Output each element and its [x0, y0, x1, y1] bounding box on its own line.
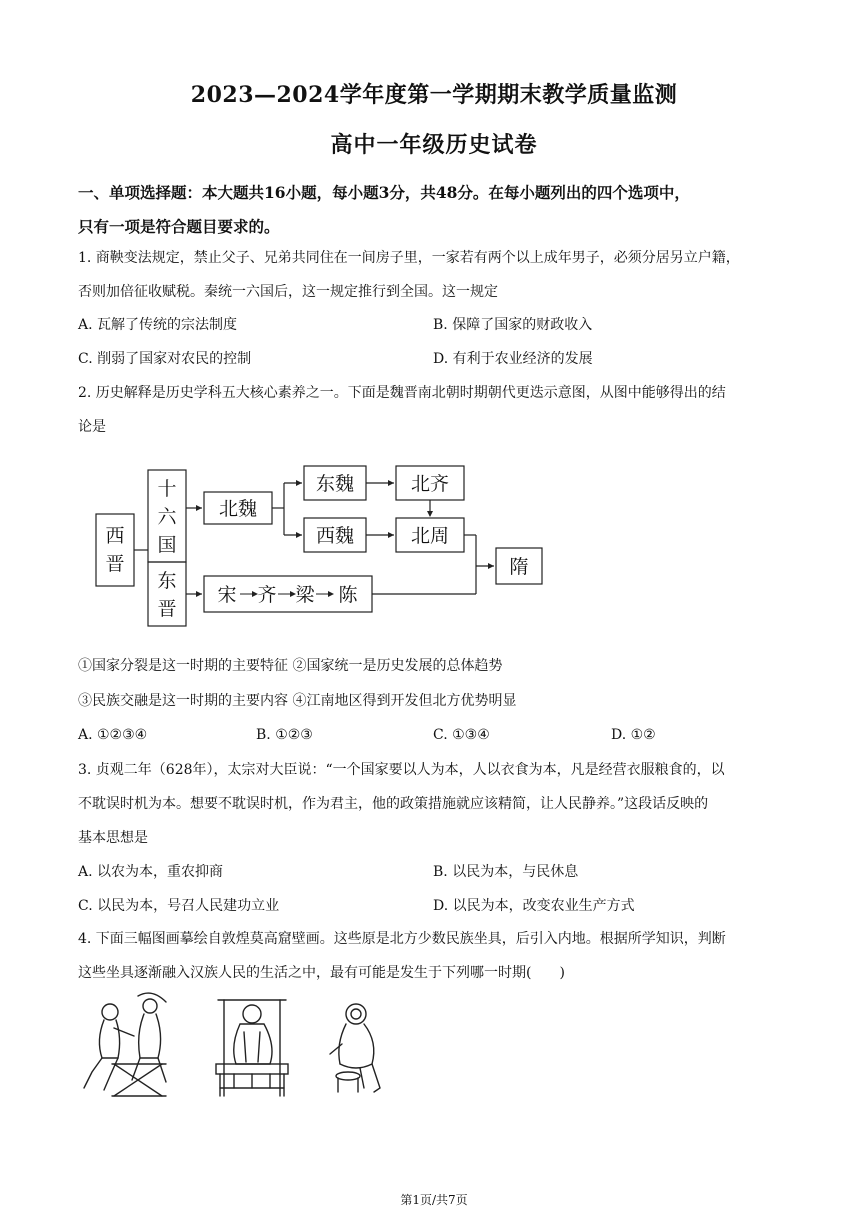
question-3-stem: [78, 753, 794, 855]
page-footer: 第1页/共7页: [400, 1193, 468, 1207]
question-2-line1: 2. 历史解释是历史学科五大核心素养之一。下面是魏晋南北朝时期朝代更迭示意图，从图中能够得出的结: [78, 385, 726, 401]
question-4-line2: 这些坐具逐渐融入汉族人民的生活之中，最有可能是发生于下列哪一时期( ): [78, 965, 565, 981]
label-qi: 齐: [257, 584, 277, 606]
section-heading-line2: 只有一项是符合题目要求的。: [78, 217, 280, 236]
question-2-option-b[interactable]: B. ①②③: [256, 727, 313, 743]
label-xiwei: 西魏: [315, 525, 355, 547]
question-1-option-c[interactable]: C. 削弱了国家对农民的控制: [78, 351, 252, 367]
exam-subtitle: 高中一年级历史试卷: [330, 132, 538, 158]
mural-figure-folding-stool: [84, 993, 166, 1096]
question-4-stem: [78, 922, 794, 990]
label-shiliuguo-1: 十: [157, 478, 177, 500]
mural-figure-round-stool: [330, 1004, 380, 1092]
label-beiwei: 北魏: [218, 498, 258, 520]
label-shiliuguo-2: 六: [157, 506, 177, 528]
question-3-line1: 3. 贞观二年（628年），太宗对大臣说：“一个国家要以人为本，人以衣食为本，凡是经营衣服粮食的，以: [78, 762, 725, 778]
question-2-option-a[interactable]: A. ①②③④: [78, 727, 148, 743]
label-beizhou: 北周: [410, 525, 450, 547]
mural-illustrations: [74, 992, 394, 1102]
label-liang: 梁: [295, 584, 315, 606]
question-1-option-d[interactable]: D. 有利于农业经济的发展: [433, 351, 593, 367]
section-heading: [78, 176, 798, 244]
label-dongjin-2: 晋: [157, 598, 177, 620]
question-2-option-d[interactable]: D. ①②: [611, 727, 656, 743]
question-1-line1: 1. 商鞅变法规定，禁止父子、兄弟共同住在一间房子里，一家若有两个以上成年男子，必须分居另立户籍，: [78, 250, 740, 266]
question-3-option-a[interactable]: A. 以农为本，重农抑商: [78, 864, 224, 880]
question-1-stem: [78, 241, 794, 309]
question-3-option-b[interactable]: B. 以民为本，与民休息: [433, 864, 579, 880]
label-shiliuguo-3: 国: [157, 534, 177, 556]
label-chen: 陈: [338, 584, 358, 606]
label-beiqi: 北齐: [410, 473, 450, 495]
question-1-option-a[interactable]: A. 瓦解了传统的宗法制度: [78, 317, 238, 333]
label-dongwei: 东魏: [315, 473, 355, 495]
mural-figure-chair: [216, 1000, 288, 1096]
label-sui: 隋: [509, 556, 529, 578]
question-2-statement-1: ①国家分裂是这一时期的主要特征 ②国家统一是历史发展的总体趋势: [78, 658, 503, 674]
label-song: 宋: [217, 584, 237, 606]
exam-title: 2023—2024学年度第一学期期末教学质量监测: [190, 82, 678, 108]
question-2-statement-2: ③民族交融是这一时期的主要内容 ④江南地区得到开发但北方优势明显: [78, 693, 517, 709]
dynasty-diagram: [90, 462, 550, 632]
question-1-option-b[interactable]: B. 保障了国家的财政收入: [433, 317, 593, 333]
question-2-line2: 论是: [78, 419, 106, 435]
question-3-option-c[interactable]: C. 以民为本，号召人民建功立业: [78, 898, 280, 914]
question-3-line3: 基本思想是: [78, 830, 148, 846]
label-dongjin-1: 东: [157, 570, 177, 592]
question-1-line2: 否则加倍征收赋税。秦统一六国后，这一规定推行到全国。这一规定: [78, 284, 498, 300]
question-4-line1: 4. 下面三幅图画摹绘自敦煌莫高窟壁画。这些原是北方少数民族坐具，后引入内地。根据所学知识，判断: [78, 931, 726, 947]
label-xijin-2: 晋: [105, 553, 125, 575]
question-3-option-d[interactable]: D. 以民为本，改变农业生产方式: [433, 898, 635, 914]
label-xijin-1: 西: [105, 525, 125, 547]
question-2-stem: [78, 376, 794, 444]
question-2-option-c[interactable]: C. ①③④: [433, 727, 490, 743]
question-3-line2: 不耽误时机为本。想要不耽误时机，作为君主，他的政策措施就应该精简，让人民静养。”这段话反映的: [78, 796, 709, 812]
section-heading-line1: 一、单项选择题：本大题共16小题，每小题3分，共48分。在每小题列出的四个选项中，: [78, 183, 690, 202]
